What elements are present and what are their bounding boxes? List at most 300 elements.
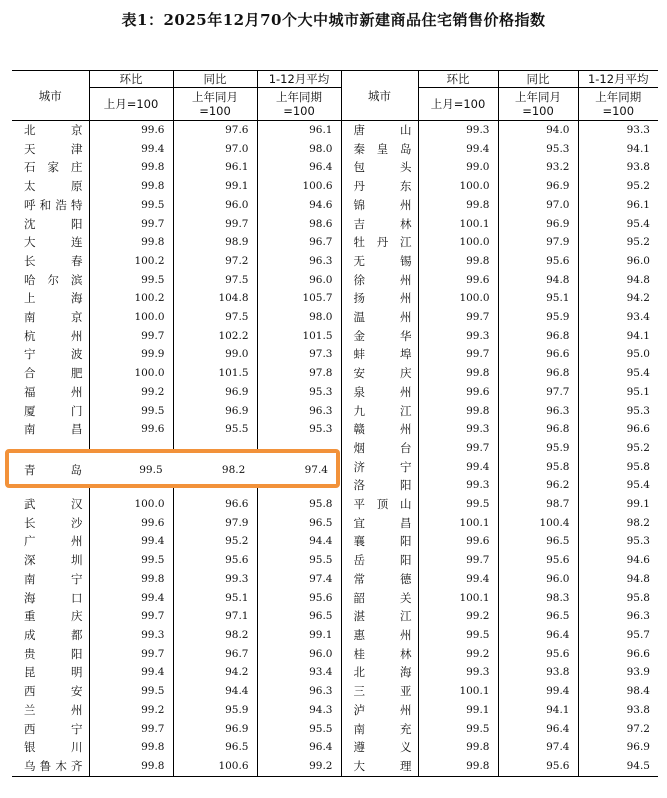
yoy-cell: 96.5 (498, 532, 578, 551)
yoy-cell: 97.9 (498, 233, 578, 252)
city-cell: 昆明 (24, 665, 83, 680)
mom-cell: 100.1 (418, 514, 498, 533)
table-row (12, 383, 658, 402)
avg-cell: 95.3 (257, 420, 341, 439)
city-cell: 湛江 (341, 607, 418, 626)
mom-cell: 99.6 (89, 121, 173, 140)
city-cell: 常德 (341, 570, 418, 589)
table-row (12, 308, 658, 327)
yoy-cell: 95.6 (498, 757, 578, 776)
city-cell: 太原 (24, 179, 83, 194)
mom-cell: 99.1 (418, 701, 498, 720)
avg-cell: 94.8 (578, 271, 658, 290)
yoy-cell: 96.9 (173, 402, 257, 421)
mom-cell: 99.8 (418, 757, 498, 776)
city-cell: 惠州 (341, 626, 418, 645)
avg-cell: 95.3 (257, 383, 341, 402)
city-cell: 岳阳 (341, 551, 418, 570)
avg-cell: 96.6 (578, 420, 658, 439)
table-row (12, 663, 658, 682)
yoy-column-header: 同比 (173, 71, 257, 88)
avg-cell: 100.6 (257, 177, 341, 196)
mom-cell: 99.8 (89, 233, 173, 252)
yoy-cell: 96.0 (498, 570, 578, 589)
city-cell: 上海 (24, 291, 83, 306)
yoy-cell: 97.9 (173, 514, 257, 533)
city-cell: 温州 (341, 308, 418, 327)
yoy-cell: 102.2 (173, 327, 257, 346)
yoy-cell: 95.2 (173, 532, 257, 551)
city-cell: 海口 (24, 590, 83, 605)
avg-cell: 94.2 (578, 289, 658, 308)
mom-cell: 99.5 (89, 402, 173, 421)
avg-cell: 96.1 (578, 196, 658, 215)
city-cell: 泸州 (341, 701, 418, 720)
avg-cell: 94.1 (578, 327, 658, 346)
yoy-cell: 101.5 (173, 364, 257, 383)
yoy-cell: 100.4 (498, 514, 578, 533)
avg-cell: 96.3 (257, 252, 341, 271)
avg-cell: 95.7 (578, 626, 658, 645)
mom-cell: 99.7 (89, 327, 173, 346)
avg-cell: 97.3 (257, 345, 341, 364)
mom-cell: 99.8 (418, 364, 498, 383)
mom-cell: 99.5 (89, 271, 173, 290)
avg-cell: 95.2 (578, 439, 658, 458)
avg-cell: 97.2 (578, 720, 658, 739)
mom-cell: 99.6 (418, 532, 498, 551)
yoy-cell: 97.0 (498, 196, 578, 215)
avg-cell: 95.8 (257, 495, 341, 514)
mom-cell: 99.4 (418, 140, 498, 159)
highlighted-mom: 99.5 (139, 463, 163, 476)
city-cell: 九江 (341, 402, 418, 421)
yoy-cell: 95.9 (173, 701, 257, 720)
avg-cell: 94.1 (578, 140, 658, 159)
city-cell: 厦门 (24, 403, 83, 418)
avg-cell: 96.0 (578, 252, 658, 271)
city-cell: 天津 (24, 141, 83, 156)
yoy-cell: 97.1 (173, 607, 257, 626)
avg-cell: 94.6 (578, 551, 658, 570)
mom-cell: 99.2 (418, 607, 498, 626)
yoy-cell: 99.1 (173, 177, 257, 196)
avg-cell: 98.4 (578, 682, 658, 701)
city-cell: 金华 (341, 327, 418, 346)
yoy-cell: 98.9 (173, 233, 257, 252)
mom-cell: 99.9 (89, 345, 173, 364)
city-cell: 济宁 (341, 458, 418, 477)
city-cell: 南京 (24, 310, 83, 325)
yoy-cell: 96.3 (498, 402, 578, 421)
mom-cell: 99.8 (89, 738, 173, 757)
table-row (12, 570, 658, 589)
mom-cell: 100.1 (418, 215, 498, 234)
yoy-cell: 96.0 (173, 196, 257, 215)
avg-cell: 93.8 (578, 701, 658, 720)
yoy-cell: 95.8 (498, 458, 578, 477)
city-cell: 沈阳 (24, 216, 83, 231)
city-cell: 贵阳 (24, 646, 83, 661)
yoy-cell: 99.7 (173, 215, 257, 234)
mom-cell: 100.0 (89, 364, 173, 383)
mom-cell: 99.7 (89, 645, 173, 664)
table-row (12, 158, 658, 177)
city-cell: 杭州 (24, 328, 83, 343)
yoy-cell: 96.8 (498, 420, 578, 439)
yoy-cell: 96.5 (173, 738, 257, 757)
table-row (12, 252, 658, 271)
mom-cell: 99.2 (89, 383, 173, 402)
city-cell: 秦皇岛 (341, 140, 418, 159)
avg-cell: 95.2 (578, 233, 658, 252)
mom-cell: 100.0 (89, 495, 173, 514)
city-cell: 广州 (24, 534, 83, 549)
yoy-cell: 96.8 (498, 327, 578, 346)
mom-cell: 100.1 (418, 682, 498, 701)
city-cell: 南昌 (24, 422, 83, 437)
city-cell: 扬州 (341, 289, 418, 308)
mom-cell: 99.8 (418, 252, 498, 271)
table-row (12, 271, 658, 290)
avg-cell: 95.5 (257, 551, 341, 570)
yoy-cell: 96.4 (498, 626, 578, 645)
city-cell: 北京 (24, 123, 83, 137)
city-cell: 西宁 (24, 721, 83, 736)
city-column-header: 城市 (12, 71, 89, 121)
mom-cell: 99.8 (89, 570, 173, 589)
yoy-cell: 98.7 (498, 495, 578, 514)
mom-cell: 99.6 (418, 271, 498, 290)
city-cell: 北海 (341, 663, 418, 682)
avg-cell: 96.4 (257, 738, 341, 757)
city-cell: 乌鲁木齐 (12, 757, 89, 776)
avg-cell: 95.8 (578, 458, 658, 477)
avg-cell: 97.4 (257, 570, 341, 589)
yoy-cell: 96.9 (173, 383, 257, 402)
avg-cell: 96.0 (257, 645, 341, 664)
avg-cell: 93.8 (578, 158, 658, 177)
avg-cell: 94.4 (257, 532, 341, 551)
mom-cell: 99.4 (89, 589, 173, 608)
mom-base-header-right: 上月=100 (418, 88, 498, 121)
avg-cell: 93.4 (578, 308, 658, 327)
city-cell: 安庆 (341, 364, 418, 383)
avg-cell: 95.4 (578, 476, 658, 495)
city-cell: 唐山 (341, 121, 418, 140)
avg-column-header: 1-12月平均 (257, 71, 341, 88)
table-row (12, 738, 658, 757)
yoy-cell: 95.9 (498, 439, 578, 458)
table-row (12, 121, 658, 140)
mom-cell: 99.5 (418, 495, 498, 514)
mom-cell: 99.4 (418, 570, 498, 589)
avg-cell: 99.1 (257, 626, 341, 645)
city-cell: 哈尔滨 (24, 272, 83, 287)
avg-cell: 93.4 (257, 663, 341, 682)
avg-cell: 96.4 (257, 158, 341, 177)
mom-cell: 99.7 (418, 439, 498, 458)
avg-cell: 95.1 (578, 383, 658, 402)
yoy-cell: 95.6 (498, 645, 578, 664)
city-cell: 泉州 (341, 383, 418, 402)
yoy-cell: 104.8 (173, 289, 257, 308)
yoy-cell: 94.1 (498, 701, 578, 720)
city-cell: 银川 (24, 740, 83, 755)
yoy-cell: 97.2 (173, 252, 257, 271)
table-title: 表1：2025年12月70个大中城市新建商品住宅销售价格指数 (121, 11, 546, 29)
avg-cell: 98.2 (578, 514, 658, 533)
mom-base-header: 上月=100 (89, 88, 173, 121)
city-cell: 三亚 (341, 682, 418, 701)
mom-cell: 99.2 (418, 645, 498, 664)
mom-cell: 99.3 (89, 626, 173, 645)
yoy-cell: 100.6 (173, 757, 257, 776)
table-row (12, 551, 658, 570)
table-row (12, 626, 658, 645)
mom-cell: 99.7 (89, 215, 173, 234)
city-column-header-right: 城市 (341, 71, 418, 121)
avg-cell: 93.3 (578, 121, 658, 140)
mom-cell: 99.7 (89, 607, 173, 626)
table-row (12, 233, 658, 252)
table-row (12, 495, 658, 514)
city-cell: 深圳 (24, 553, 83, 568)
avg-cell: 96.0 (257, 271, 341, 290)
avg-cell: 95.5 (257, 720, 341, 739)
city-cell: 牡丹江 (341, 233, 418, 252)
mom-cell: 99.5 (89, 682, 173, 701)
table-row (12, 645, 658, 664)
city-cell: 长沙 (24, 515, 83, 530)
avg-cell: 99.1 (578, 495, 658, 514)
yoy-cell: 94.2 (173, 663, 257, 682)
yoy-cell: 95.1 (173, 589, 257, 608)
yoy-cell: 96.5 (498, 607, 578, 626)
table-row (12, 514, 658, 533)
yoy-cell: 96.2 (498, 476, 578, 495)
city-cell: 呼和浩特 (24, 197, 83, 212)
yoy-cell: 96.9 (173, 720, 257, 739)
mom-cell: 100.1 (418, 589, 498, 608)
avg-cell: 98.6 (257, 215, 341, 234)
table-row (12, 289, 658, 308)
avg-cell: 96.5 (257, 514, 341, 533)
mom-cell: 99.0 (418, 158, 498, 177)
city-cell: 南宁 (24, 571, 83, 586)
city-cell: 成都 (24, 627, 83, 642)
table-row (12, 420, 658, 439)
mom-cell: 99.3 (418, 420, 498, 439)
city-cell: 桂林 (341, 645, 418, 664)
city-cell: 合肥 (24, 366, 83, 381)
yoy-cell: 95.6 (173, 551, 257, 570)
avg-cell: 94.6 (257, 196, 341, 215)
mom-cell: 99.2 (89, 701, 173, 720)
table-row (12, 682, 658, 701)
mom-cell: 99.8 (418, 402, 498, 421)
city-cell: 大连 (24, 235, 83, 250)
city-cell: 遵义 (341, 738, 418, 757)
table-row (12, 140, 658, 159)
city-cell: 大理 (341, 757, 418, 776)
city-cell: 丹东 (341, 177, 418, 196)
table-row (12, 215, 658, 234)
table-row (12, 345, 658, 364)
mom-cell: 100.2 (89, 252, 173, 271)
avg-cell: 94.8 (578, 570, 658, 589)
city-cell: 长春 (24, 253, 83, 268)
avg-cell: 94.5 (578, 757, 658, 776)
table-row (12, 589, 658, 608)
table-row (12, 196, 658, 215)
mom-cell: 100.0 (418, 233, 498, 252)
avg-base-header-right: 上年同期 =100 (578, 88, 658, 121)
mom-cell: 99.8 (418, 196, 498, 215)
mom-cell: 99.3 (418, 476, 498, 495)
avg-cell: 96.9 (578, 738, 658, 757)
highlighted-city: 青岛 (24, 462, 82, 477)
city-cell: 宜昌 (341, 514, 418, 533)
city-cell: 吉林 (341, 215, 418, 234)
mom-cell: 99.5 (89, 196, 173, 215)
yoy-cell: 94.4 (173, 682, 257, 701)
avg-cell: 98.0 (257, 140, 341, 159)
avg-cell: 96.6 (578, 645, 658, 664)
yoy-cell: 95.1 (498, 289, 578, 308)
city-cell: 南充 (341, 720, 418, 739)
avg-cell: 96.1 (257, 121, 341, 140)
city-cell: 赣州 (341, 420, 418, 439)
mom-cell: 99.7 (89, 720, 173, 739)
city-cell: 兰州 (24, 702, 83, 717)
mom-cell: 99.5 (89, 551, 173, 570)
yoy-cell: 95.6 (498, 252, 578, 271)
avg-cell: 95.3 (578, 402, 658, 421)
mom-cell: 99.4 (89, 532, 173, 551)
city-cell: 徐州 (341, 271, 418, 290)
city-cell: 武汉 (24, 497, 83, 512)
highlighted-row (12, 460, 336, 479)
table-row (12, 364, 658, 383)
avg-cell: 96.5 (257, 607, 341, 626)
avg-cell: 98.0 (257, 308, 341, 327)
avg-cell: 97.8 (257, 364, 341, 383)
yoy-base-header: 上年同月 =100 (173, 88, 257, 121)
table-row (12, 757, 658, 776)
avg-cell: 105.7 (257, 289, 341, 308)
yoy-cell: 93.2 (498, 158, 578, 177)
avg-cell: 95.2 (578, 177, 658, 196)
table-row (12, 177, 658, 196)
yoy-cell: 94.0 (498, 121, 578, 140)
avg-cell: 93.9 (578, 663, 658, 682)
yoy-cell: 96.1 (173, 158, 257, 177)
mom-cell: 100.2 (89, 289, 173, 308)
mom-cell: 99.7 (418, 551, 498, 570)
yoy-cell: 95.3 (498, 140, 578, 159)
highlighted-yoy: 98.2 (221, 463, 246, 476)
avg-cell: 95.4 (578, 364, 658, 383)
mom-cell: 99.8 (418, 738, 498, 757)
city-cell: 烟台 (341, 439, 418, 458)
yoy-cell: 99.0 (173, 345, 257, 364)
avg-cell: 95.6 (257, 589, 341, 608)
city-cell: 洛阳 (341, 476, 418, 495)
city-cell: 锦州 (341, 196, 418, 215)
yoy-cell: 99.4 (498, 682, 578, 701)
avg-cell: 96.3 (578, 607, 658, 626)
mom-cell: 99.3 (418, 121, 498, 140)
mom-cell: 99.4 (89, 140, 173, 159)
price-index-table (12, 70, 658, 777)
yoy-cell: 96.6 (173, 495, 257, 514)
mom-cell: 99.4 (418, 458, 498, 477)
yoy-cell: 97.5 (173, 271, 257, 290)
avg-cell: 96.7 (257, 233, 341, 252)
mom-cell: 99.8 (89, 158, 173, 177)
mom-cell: 99.3 (418, 663, 498, 682)
yoy-cell: 97.5 (173, 308, 257, 327)
mom-column-header: 环比 (89, 71, 173, 88)
avg-cell: 96.3 (257, 682, 341, 701)
avg-cell: 95.4 (578, 215, 658, 234)
avg-cell: 99.2 (257, 757, 341, 776)
mom-cell: 99.5 (418, 720, 498, 739)
yoy-column-header-right: 同比 (498, 71, 578, 88)
yoy-cell: 98.3 (498, 589, 578, 608)
yoy-cell: 96.9 (498, 215, 578, 234)
mom-cell: 100.0 (418, 177, 498, 196)
table-row (12, 720, 658, 739)
mom-cell: 99.6 (418, 383, 498, 402)
yoy-cell: 96.9 (498, 177, 578, 196)
mom-cell: 99.7 (418, 345, 498, 364)
table-row (12, 327, 658, 346)
mom-cell: 99.5 (418, 626, 498, 645)
city-cell: 福州 (24, 384, 83, 399)
yoy-cell: 98.2 (173, 626, 257, 645)
table-row (12, 607, 658, 626)
yoy-cell: 97.6 (173, 121, 257, 140)
yoy-cell: 96.6 (498, 345, 578, 364)
mom-cell: 99.3 (418, 327, 498, 346)
table-row (12, 701, 658, 720)
avg-cell: 96.3 (257, 402, 341, 421)
city-cell: 无锡 (341, 252, 418, 271)
avg-cell: 95.0 (578, 345, 658, 364)
table-row (12, 402, 658, 421)
city-cell: 蚌埠 (341, 345, 418, 364)
yoy-cell: 97.0 (173, 140, 257, 159)
avg-cell: 95.8 (578, 589, 658, 608)
mom-cell: 99.7 (418, 308, 498, 327)
avg-column-header-right: 1-12月平均 (578, 71, 658, 88)
yoy-cell: 97.7 (498, 383, 578, 402)
yoy-cell: 95.9 (498, 308, 578, 327)
city-cell: 重庆 (24, 609, 83, 624)
yoy-cell: 97.4 (498, 738, 578, 757)
city-cell: 平顶山 (341, 495, 418, 514)
yoy-cell: 96.7 (173, 645, 257, 664)
mom-cell: 99.6 (89, 514, 173, 533)
city-cell: 襄阳 (341, 532, 418, 551)
mom-cell: 99.4 (89, 663, 173, 682)
mom-column-header-right: 环比 (418, 71, 498, 88)
avg-cell: 101.5 (257, 327, 341, 346)
highlighted-avg: 97.4 (304, 463, 328, 476)
avg-cell: 95.3 (578, 532, 658, 551)
